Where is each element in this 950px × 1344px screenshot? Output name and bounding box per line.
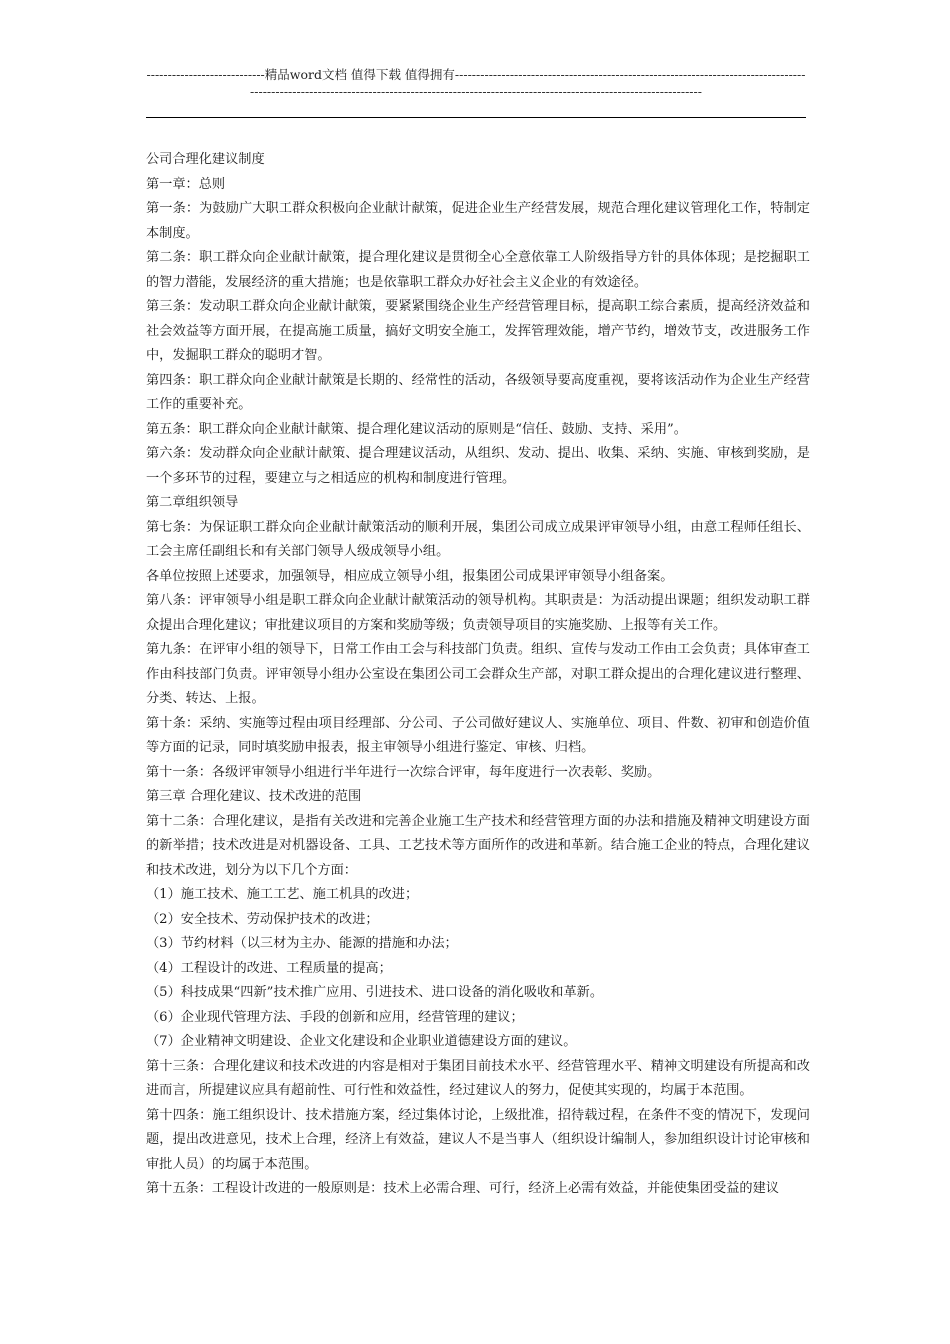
paragraph: 第十条：采纳、实施等过程由项目经理部、分公司、子公司做好建议人、实施单位、项目、件数、初审和创造价值等方面的记录，同时填奖励申报表，报主审领导小组进行鉴定、审核、归档。 <box>146 715 810 755</box>
paragraph: （7）企业精神文明建设、企业文化建设和企业职业道德建设方面的建议。 <box>146 1034 577 1049</box>
paragraph: 第十一条：各级评审领导小组进行半年进行一次综合评审，每年度进行一次表彰、奖励。 <box>146 764 661 780</box>
paragraph: 第九条：在评审小组的领导下，日常工作由工会与科技部门负责。组织、宣传与发动工作由工会负责；具体审查工作由科技部门负责。评审领导小组办公室设在集团公司工会群众生产部，对职工群众提出的合理化建议进行整理、分类、转达、上报。 <box>146 642 810 706</box>
document-body <box>146 148 810 1202</box>
paragraph: 第二章组织领导 <box>146 495 239 510</box>
paragraph: 第七条：为保证职工群众向企业献计献策活动的顺利开展，集团公司成立成果评审领导小组，由意工程师任组长、工会主席任副组长和有关部门领导人级成领导小组。 <box>146 519 810 559</box>
header-divider <box>146 117 806 118</box>
paragraph: 第十四条：施工组织设计、技术措施方案，经过集体讨论，上级批准，招待载过程，在条件不变的情况下，发现问题，提出改进意见，技术上合理，经济上有效益，建议人不是当事人（组织设计编制人，参加组织设计讨论审核和审批人员）的均属于本范围。 <box>146 1107 810 1172</box>
paragraph: （3）节约材料（以三材为主办、能源的措施和办法； <box>146 936 458 951</box>
paragraph: （5）科技成果“四新”技术推广应用、引进技术、进口设备的消化吸收和革新。 <box>146 985 604 1000</box>
paragraph: 第四条：职工群众向企业献计献策是长期的、经常性的活动，各级领导要高度重视，要将该活动作为企业生产经营工作的重要补充。 <box>146 372 810 412</box>
paragraph: 第三章 合理化建议、技术改进的范围 <box>146 789 362 804</box>
paragraph: （4）工程设计的改进、工程质量的提高； <box>146 960 392 976</box>
paragraph: 第一条：为鼓励广大职工群众积极向企业献计献策，促进企业生产经营发展，规范合理化建议管理化工作，特制定本制度。 <box>146 201 810 241</box>
paragraph: 第十五条：工程设计改进的一般原则是：技术上必需合理、可行，经济上必需有效益，并能使集团受益的建议 <box>146 1181 779 1196</box>
page-header-banner: ----------------------------精品word文档 值得下载 值得拥有---------------------------------------------------------------------------------------------------------------------------------------------------------------------------------------------- <box>146 67 806 99</box>
paragraph: （1）施工技术、施工工艺、施工机具的改进； <box>146 887 419 902</box>
paragraph: 第五条：职工群众向企业献计献策、提合理化建议活动的原则是“信任、鼓励、支持、采用”。 <box>146 421 687 437</box>
paragraph: 第十三条：合理化建议和技术改进的内容是相对于集团目前技术水平、经营管理水平、精神文明建设有所提高和改进而言，所提建议应具有超前性、可行性和效益性，经过建议人的努力，促使其实现的，均属于本范围。 <box>146 1058 810 1098</box>
paragraph: 第二条：职工群众向企业献计献策，提合理化建议是贯彻全心全意依靠工人阶级指导方针的具体体现；是挖掘职工的智力潜能，发展经济的重大措施；也是依靠职工群众办好社会主义企业的有效途径。 <box>146 250 810 290</box>
paragraph: （2）安全技术、劳动保护技术的改进； <box>146 911 379 927</box>
paragraph: 第十二条：合理化建议，是指有关改进和完善企业施工生产技术和经营管理方面的办法和措施及精神文明建设方面的新举措；技术改进是对机器设备、工具、工艺技术等方面所作的改进和革新。结合施工企业的特点，合理化建议和技术改进，划分为以下几个方面： <box>146 813 810 878</box>
paragraph: 第六条：发动群众向企业献计献策、提合理建议活动，从组织、发动、提出、收集、采纳、实施、审核到奖励，是一个多环节的过程，要建立与之相适应的机构和制度进行管理。 <box>146 446 810 486</box>
paragraph: （6）企业现代管理方法、手段的创新和应用，经营管理的建议； <box>146 1009 524 1025</box>
paragraph: 第一章：总则 <box>146 176 226 192</box>
paragraph: 各单位按照上述要求，加强领导，相应成立领导小组，报集团公司成果评审领导小组备案。 <box>146 568 674 584</box>
paragraph: 第三条：发动职工群众向企业献计献策，要紧紧围绕企业生产经营管理目标，提高职工综合素质，提高经济效益和社会效益等方面开展，在提高施工质量，搞好文明安全施工，发挥管理效能，增产节约，增效节支，改进服务工作中，发掘职工群众的聪明才智。 <box>146 299 810 363</box>
paragraph: 第八条：评审领导小组是职工群众向企业献计献策活动的领导机构。其职责是：为活动提出课题；组织发动职工群众提出合理化建议；审批建议项目的方案和奖励等级；负责领导项目的实施奖励、上报等有关工作。 <box>146 593 810 633</box>
document-title: 公司合理化建议制度 <box>146 152 265 167</box>
